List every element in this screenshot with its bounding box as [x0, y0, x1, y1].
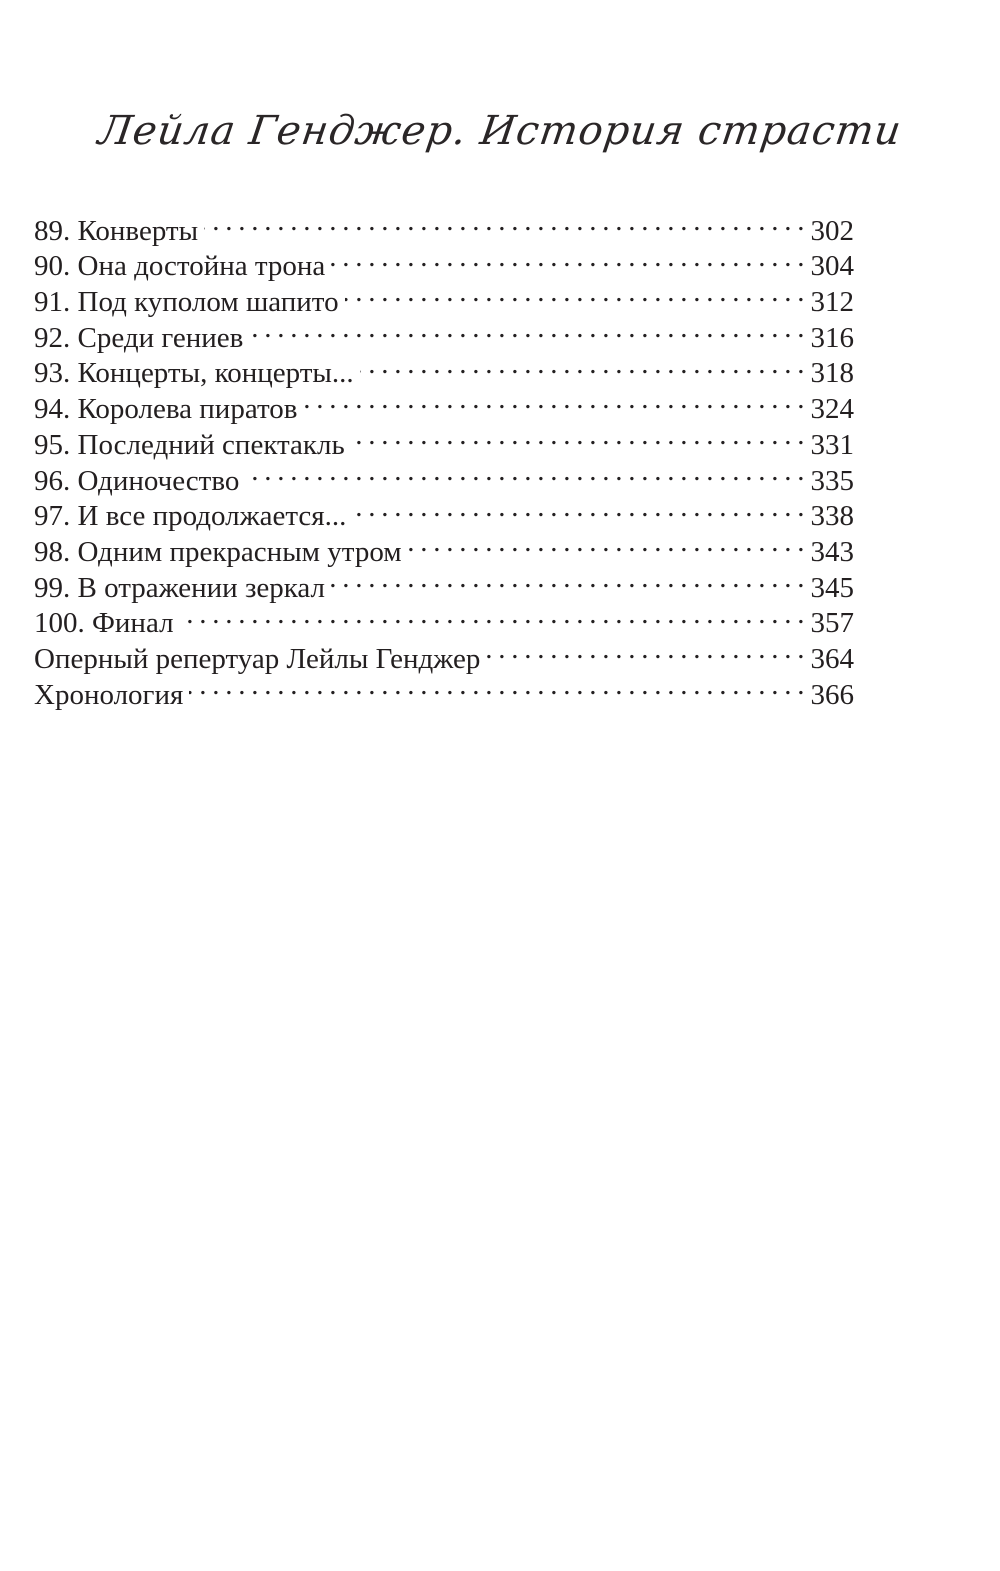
toc-entry-page: 324 [810, 393, 854, 426]
running-head-title: Лейла Генджер. История страсти [95, 108, 905, 154]
toc-entry-title: 100. Финал [34, 607, 174, 640]
toc-entry-page: 304 [810, 250, 854, 283]
toc-entry-title: 98. Одним прекрасным утром [34, 535, 402, 568]
toc-entry-page: 335 [810, 464, 854, 497]
toc-entry-title: 99. В отражении зеркал [34, 571, 326, 604]
toc-entry-title: 95. Последний спектакль [34, 428, 345, 461]
toc-leader-dots [408, 525, 805, 561]
toc-entry-title: Оперный репертуар Лейлы Генджер [34, 642, 481, 675]
toc-entry-page: 312 [810, 286, 854, 319]
toc-entry-title: 93. Концерты, концерты... [34, 357, 354, 390]
table-of-contents [34, 204, 854, 711]
toc-entry-page: 357 [810, 607, 854, 640]
toc-entry-page: 338 [810, 500, 854, 533]
toc-entry-title: 92. Среди гениев [34, 321, 244, 354]
toc-leader-dots [249, 311, 804, 347]
toc-entry-page: 316 [810, 321, 854, 354]
toc-leader-dots [189, 668, 804, 704]
toc-leader-dots [303, 382, 804, 418]
toc-entry-title: 91. Под куполом шапито [34, 286, 339, 319]
toc-leader-dots [486, 632, 804, 668]
toc-entry-page: 345 [810, 571, 854, 604]
toc-entry-page: 331 [810, 428, 854, 461]
toc-leader-dots [360, 347, 805, 383]
toc-entry-page: 366 [810, 678, 854, 711]
toc-leader-dots [180, 597, 805, 633]
toc-leader-dots [331, 561, 804, 597]
toc-entry-title: 96. Одиночество [34, 464, 240, 497]
toc-leader-dots [352, 490, 804, 526]
toc-entry-page: 364 [810, 642, 854, 675]
toc-leader-dots [245, 454, 804, 490]
toc-entry-page: 302 [810, 214, 854, 247]
toc-entry-title: 94. Королева пиратов [34, 393, 298, 426]
toc-entry-title: 89. Конверты [34, 214, 199, 247]
toc-entry-page: 343 [810, 535, 854, 568]
toc-entry-title: Хронология [34, 678, 184, 711]
toc-entry-page: 318 [810, 357, 854, 390]
toc-leader-dots [331, 240, 804, 276]
toc-entry-title: 90. Она достойна трона [34, 250, 326, 283]
toc-leader-dots [351, 418, 805, 454]
toc-leader-dots [345, 275, 805, 311]
toc-leader-dots [204, 204, 804, 240]
toc-entry-title: 97. И все продолжается... [34, 500, 347, 533]
toc-entry [34, 204, 854, 247]
